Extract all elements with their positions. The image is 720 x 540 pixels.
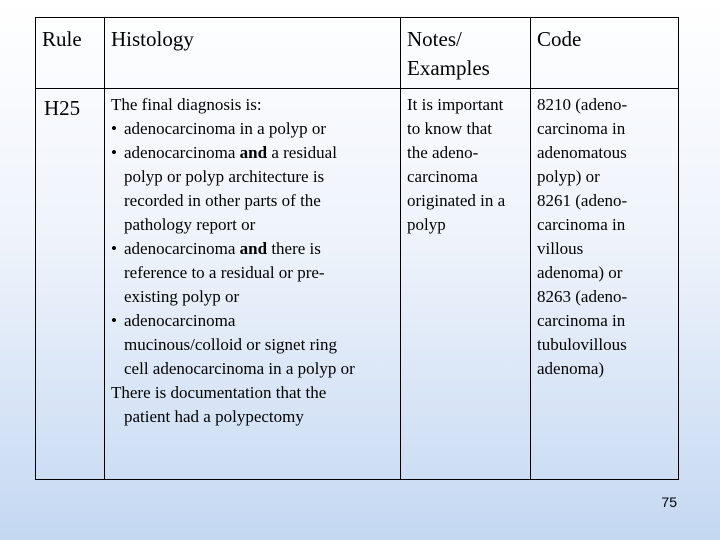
header-rule bbox=[36, 18, 105, 89]
code-cell bbox=[531, 89, 679, 480]
bullet-2-line-4: pathology report or bbox=[124, 215, 256, 234]
bullet-3-line-3: existing polyp or bbox=[124, 287, 240, 306]
header-notes-line1: Notes/ bbox=[407, 27, 462, 51]
code-line: tubulovillous bbox=[537, 335, 627, 354]
histology-bullet-4 bbox=[111, 309, 396, 333]
code-line: carcinoma in bbox=[537, 215, 626, 234]
code-line: 8263 (adeno- bbox=[537, 287, 628, 306]
rule-cell bbox=[36, 89, 105, 480]
notes-line: to know that bbox=[407, 119, 492, 138]
notes-line: It is important bbox=[407, 95, 504, 114]
bullet-2-line-3: recorded in other parts of the bbox=[124, 191, 321, 210]
histology-bullet-1 bbox=[111, 117, 396, 141]
bullet-2-text-pre: adenocarcinoma bbox=[124, 143, 240, 162]
histology-closing-line-2: patient had a polypectomy bbox=[124, 407, 304, 426]
code-line: 8210 (adeno- bbox=[537, 95, 628, 114]
code-line: adenomatous bbox=[537, 143, 627, 162]
rules-table bbox=[35, 17, 679, 480]
bullet-2-line-2: polyp or polyp architecture is bbox=[124, 167, 325, 186]
notes-line: originated in a bbox=[407, 191, 506, 210]
notes-cell bbox=[401, 89, 531, 480]
header-code-text: Code bbox=[537, 27, 582, 51]
bullet-marker: • bbox=[111, 119, 117, 138]
code-line: adenoma) bbox=[537, 359, 605, 378]
code-line: carcinoma in bbox=[537, 311, 626, 330]
bullet-marker: • bbox=[111, 239, 117, 258]
header-code bbox=[531, 18, 679, 89]
bullet-4-line-2: mucinous/colloid or signet ring bbox=[124, 335, 337, 354]
histology-intro: The final diagnosis is: bbox=[111, 95, 262, 114]
notes-line: polyp bbox=[407, 215, 446, 234]
code-line: adenoma) or bbox=[537, 263, 623, 282]
header-notes bbox=[401, 18, 531, 89]
bullet-2-text-post: a residual bbox=[267, 143, 337, 162]
header-histology-text: Histology bbox=[111, 27, 194, 51]
histology-closing-line-1: There is documentation that the bbox=[111, 383, 327, 402]
header-histology bbox=[105, 18, 401, 89]
code-line: 8261 (adeno- bbox=[537, 191, 628, 210]
bullet-3-text-pre: adenocarcinoma bbox=[124, 239, 240, 258]
bullet-4-line-3: cell adenocarcinoma in a polyp or bbox=[124, 359, 355, 378]
table-row bbox=[36, 89, 679, 480]
bullet-4-text: adenocarcinoma bbox=[124, 311, 236, 330]
bullet-3-bold-and: and bbox=[239, 239, 268, 258]
bullet-marker: • bbox=[111, 143, 117, 162]
rule-id: H25 bbox=[44, 96, 81, 120]
histology-bullet-3 bbox=[111, 237, 396, 261]
code-line: polyp) or bbox=[537, 167, 600, 186]
bullet-3-line-2: reference to a residual or pre- bbox=[124, 263, 325, 282]
histology-cell bbox=[105, 89, 401, 480]
code-line: carcinoma in bbox=[537, 119, 626, 138]
page-number: 75 bbox=[661, 494, 677, 510]
bullet-marker: • bbox=[111, 311, 117, 330]
header-rule-text: Rule bbox=[42, 27, 82, 51]
bullet-2-bold-and: and bbox=[239, 143, 268, 162]
table-header-row bbox=[36, 18, 679, 89]
bullet-1-text: adenocarcinoma in a polyp or bbox=[124, 119, 327, 138]
header-notes-line2: Examples bbox=[407, 56, 490, 80]
notes-line: carcinoma bbox=[407, 167, 478, 186]
bullet-3-text-post: there is bbox=[267, 239, 321, 258]
notes-line: the adeno- bbox=[407, 143, 479, 162]
code-line: villous bbox=[537, 239, 584, 258]
histology-bullet-2 bbox=[111, 141, 396, 165]
